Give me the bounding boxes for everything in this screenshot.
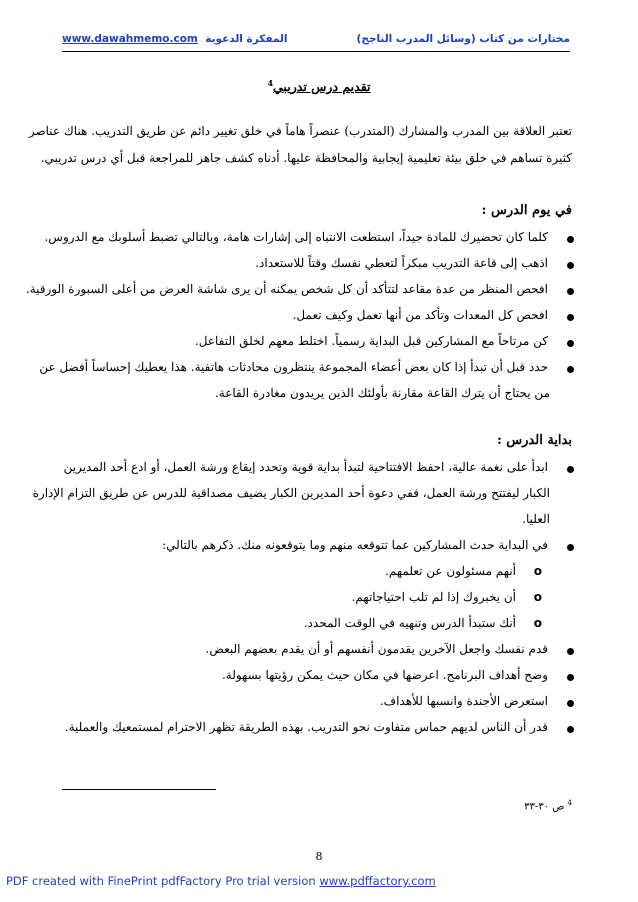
header-site-name: المفكرة الدعوية xyxy=(205,33,288,45)
list-item xyxy=(25,282,574,302)
footnote-text: ص ٣٠-٣٣ xyxy=(524,801,565,813)
bullet-icon xyxy=(567,544,574,551)
header-site xyxy=(62,33,288,45)
circle-bullet-icon: o xyxy=(533,590,542,604)
list-item xyxy=(39,360,574,380)
list-item xyxy=(62,460,574,480)
bullet-icon xyxy=(567,236,574,243)
header-url-link[interactable]: www.dawahmemo.com xyxy=(62,33,198,45)
intro-line-2: كثيرة تساهم في خلق بيئة تعليمية إيجابية والمحافظة عليها. أدناه كشف جاهز للمراجعة قبل أي درس تدريبي. xyxy=(40,151,572,165)
sub-list-item xyxy=(62,616,542,636)
list-item xyxy=(62,668,574,688)
list-item xyxy=(62,538,574,558)
list-item xyxy=(44,230,574,250)
list-item-text: قدر أن الناس لديهم حماس متفاوت نحو التدريب. بهذه الطريقة تظهر الاحترام لمستمعيك والعملية. xyxy=(64,720,548,734)
bullet-icon xyxy=(567,726,574,733)
section-heading-lesson-start: بداية الدرس : xyxy=(496,433,572,448)
sub-list-item-text: أن يخبروك إذا لم تلب احتياجاتهم. xyxy=(351,590,516,604)
list-item-text: افحص المنظر من عدة مقاعد لتتأكد أن كل شخص يمكنه أن يرى شاشة العرض من أعلى السبورة الورقية. xyxy=(25,282,548,296)
list-item-continuation: من يحتاج أن يترك القاعة مقارنة بأولئك الذين يريدون مغادرة القاعة. xyxy=(214,386,550,400)
sub-list-item xyxy=(62,590,542,610)
circle-bullet-icon: o xyxy=(533,564,542,578)
list-item-text: قدم نفسك واجعل الآخرين يقدمون أنفسهم أو أن يقدم بعضهم البعض. xyxy=(205,642,548,656)
pdf-banner xyxy=(6,874,436,888)
bullet-icon xyxy=(567,366,574,373)
list-item-text: اذهب إلى قاعة التدريب مبكراً لتعطي نفسك وقتاً للاستعداد. xyxy=(255,256,548,270)
list-item-text: في البداية حدث المشاركين عما تتوقعه منهم وما يتوقعونه منك. ذكرهم بالتالي: xyxy=(162,538,548,552)
bullet-icon xyxy=(567,288,574,295)
list-item-continuation: العليا. xyxy=(522,512,550,526)
title-footnote-mark: 4 xyxy=(267,78,274,88)
list-item xyxy=(62,720,574,740)
lesson-title-text: تقديم درس تدريبي xyxy=(273,79,371,95)
pdf-banner-text: PDF created with FinePrint pdfFactory Pro trial version xyxy=(6,874,316,888)
section-heading-lesson-day: في يوم الدرس : xyxy=(481,203,572,218)
footnote-mark: 4 xyxy=(567,799,572,807)
list-item xyxy=(62,256,574,276)
pdf-banner-link[interactable]: www.pdffactory.com xyxy=(319,874,436,888)
sub-list-item-text: أنهم مسئولون عن تعلمهم. xyxy=(385,564,516,578)
page-number: 8 xyxy=(315,850,323,863)
list-item-text: ابدأ على نغمة عالية، احفظ الافتتاحية لتبدأ بداية قوية وتحدد إيقاع ورشة العمل، أو ادع أحد المديرين xyxy=(63,460,548,474)
footnote xyxy=(524,799,572,812)
page-header xyxy=(62,33,570,49)
list-item xyxy=(62,334,574,354)
list-item xyxy=(62,308,574,328)
list-item xyxy=(62,642,574,662)
bullet-icon xyxy=(567,314,574,321)
bullet-icon xyxy=(567,648,574,655)
list-item-text: حدد قبل أن تبدأ إذا كان بعض أعضاء المجموعة ينتظرون محادثات هاتفية. هذا يعطيك إحساساً أفضل عن xyxy=(39,360,548,374)
list-item-text: وضح أهداف البرنامج. اعرضها في مكان حيث يمكن رؤيتها بسهولة. xyxy=(221,668,548,682)
list-item-continuation: الكبار ليفتتح ورشة العمل، ففي دعوة أحد المديرين الكبار يضيف مصداقية للدرس عن طريق التزام الإدارة xyxy=(32,486,550,500)
list-item-text: كن مرتاحاً مع المشاركين قبل البداية رسمياً. اختلط معهم لخلق التفاعل. xyxy=(194,334,548,348)
bullet-icon xyxy=(567,700,574,707)
list-item-text: استعرض الأجندة وانسبها للأهداف. xyxy=(379,694,548,708)
header-divider xyxy=(62,51,570,52)
sub-list-item xyxy=(62,564,542,584)
header-book-ref: مختارات من كتاب (وسائل المدرب الناجح) xyxy=(356,33,570,45)
sub-list-item-text: أنك ستبدأ الدرس وتنهيه في الوقت المحدد. xyxy=(303,616,516,630)
footnote-divider xyxy=(62,789,216,790)
bullet-icon xyxy=(567,262,574,269)
list-item xyxy=(62,694,574,714)
bullet-icon xyxy=(567,340,574,347)
bullet-icon xyxy=(567,674,574,681)
circle-bullet-icon: o xyxy=(533,616,542,630)
list-item-text: افحص كل المعدات وتأكد من أنها تعمل وكيف تعمل. xyxy=(292,308,548,322)
lesson-title xyxy=(0,78,638,94)
bullet-icon xyxy=(567,466,574,473)
intro-line-1: تعتبر العلاقة بين المدرب والمشارك (المتدرب) عنصراً هاماً في خلق تغيير دائم عن طريق التدريب. هناك عناصر xyxy=(28,124,572,138)
list-item-text: كلما كان تحضيرك للمادة جيداً، استطعت الانتباه إلى إشارات هامة، وبالتالي تضبط أسلوبك مع الدروس. xyxy=(44,230,548,244)
